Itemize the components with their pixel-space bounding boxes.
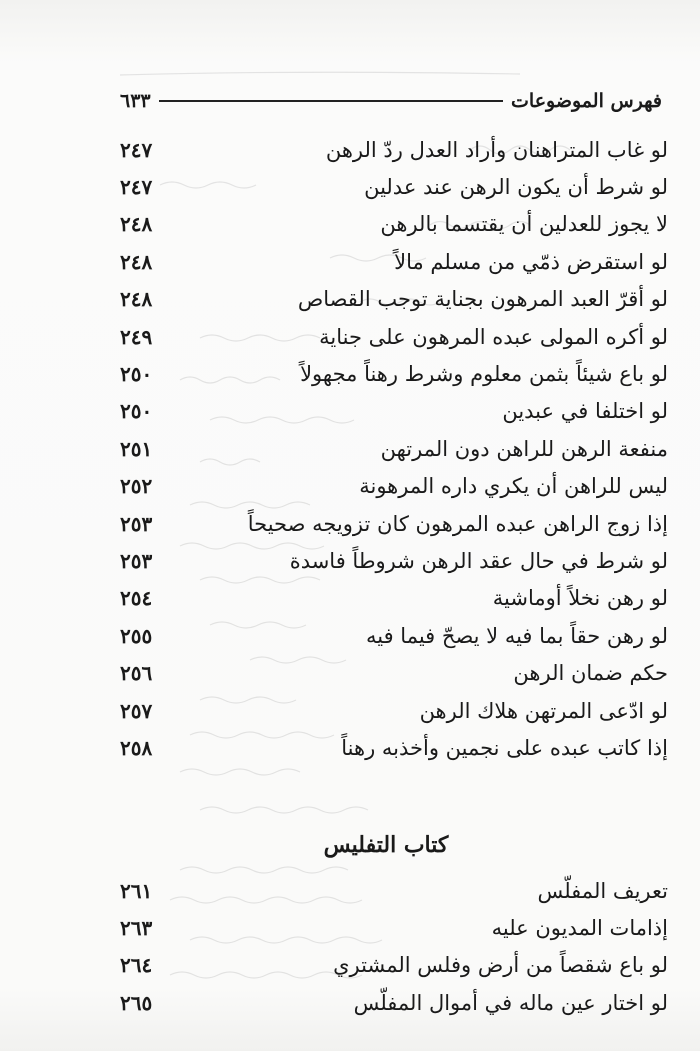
running-head: [120, 84, 662, 118]
toc-list-rahn: [120, 131, 668, 767]
toc-entry: [120, 281, 668, 318]
toc-entry-page-number: ٢٥٣: [120, 548, 153, 573]
toc-entry-title: لو غاب المتراهنان وأراد العدل ردّ الرهن: [325, 137, 668, 162]
toc-entry: [120, 729, 668, 766]
toc-entry-page-number: ٢٤٧: [120, 175, 153, 200]
toc-entry: [120, 692, 668, 729]
toc-entry-title: ليس للراهن أن يكري داره المرهونة: [359, 474, 668, 499]
toc-entry-page-number: ٢٥٧: [120, 698, 153, 723]
toc-entry-title: لو باع شيئاً بثمن معلوم وشرط رهناً مجهولاً: [300, 362, 668, 387]
toc-entry-page-number: ٢٥٤: [120, 586, 153, 611]
toc-entry-title: لو رهن نخلاً أوماشية: [492, 586, 668, 611]
toc-entry: [120, 654, 668, 691]
toc-entry: [120, 580, 668, 617]
toc-entry-title: منفعة الرهن للراهن دون المرتهن: [380, 436, 668, 461]
section-heading-text: كتاب التفليس: [323, 832, 449, 858]
toc-entry-title: لو باع شقصاً من أرض وفلس المشتري: [333, 953, 668, 978]
toc-entry-title: لو شرط في حال عقد الرهن شروطاً فاسدة: [289, 548, 668, 573]
toc-entry-title: لو شرط أن يكون الرهن عند عدلين: [364, 175, 668, 200]
toc-entry-page-number: ٢٤٩: [120, 324, 153, 349]
section-heading: [120, 832, 668, 858]
toc-entry-title: لا يجوز للعدلين أن يقتسما بالرهن: [380, 212, 668, 237]
toc-entry-page-number: ٢٦٥: [120, 990, 153, 1015]
toc-entry-page-number: ٢٥٠: [120, 399, 153, 424]
toc-entry-page-number: ٢٤٨: [120, 212, 153, 237]
toc-entry-page-number: ٢٥٢: [120, 474, 153, 499]
toc-entry: [120, 468, 668, 505]
toc-entry-page-number: ٢٦٤: [120, 953, 153, 978]
toc-entry: [120, 872, 668, 909]
toc-entry-page-number: ٢٥٥: [120, 623, 153, 648]
toc-entry-title: لو أقرّ العبد المرهون بجناية توجب القصاص: [297, 287, 668, 312]
toc-entry-page-number: ٢٦١: [120, 878, 153, 903]
toc-entry-title: حكم ضمان الرهن: [513, 661, 668, 686]
toc-entry: [120, 393, 668, 430]
toc-entry-page-number: ٢٤٧: [120, 137, 153, 162]
toc-entry: [120, 505, 668, 542]
toc-entry: [120, 243, 668, 280]
toc-entry: [120, 617, 668, 654]
toc-entry-title: تعريف المفلّس: [537, 878, 668, 903]
running-head-title: فهرس الموضوعات: [511, 90, 662, 112]
toc-entry-page-number: ٢٥١: [120, 436, 153, 461]
running-head-rule: [159, 100, 503, 102]
toc-entry-page-number: ٢٦٣: [120, 916, 153, 941]
toc-entry-title: لو اختار عين ماله في أموال المفلّس: [353, 990, 668, 1015]
toc-entry: [120, 355, 668, 392]
toc-entry: [120, 168, 668, 205]
toc-entry-title: لو أكره المولى عبده المرهون على جناية: [319, 324, 668, 349]
toc-entry: [120, 318, 668, 355]
toc-entry: [120, 131, 668, 168]
toc-entry: [120, 909, 668, 946]
toc-entry-page-number: ٢٥٦: [120, 661, 153, 686]
toc-entry-title: لو ادّعى المرتهن هلاك الرهن: [419, 698, 668, 723]
toc-entry-title: إذامات المديون عليه: [491, 916, 668, 941]
toc-list-taflis: [120, 872, 668, 1022]
toc-entry-title: لو استقرض ذمّي من مسلم مالاً: [394, 249, 668, 274]
toc-entry: [120, 430, 668, 467]
toc-entry-title: لو اختلفا في عبدين: [502, 399, 668, 424]
toc-entry: [120, 984, 668, 1021]
toc-entry: [120, 206, 668, 243]
toc-entry-title: لو رهن حقاً بما فيه لا يصحّ فيما فيه: [365, 623, 668, 648]
toc-entry-title: إذا كاتب عبده على نجمين وأخذبه رهناً: [341, 735, 668, 760]
toc-entry-page-number: ٢٥٠: [120, 362, 153, 387]
toc-entry-title: إذا زوج الراهن عبده المرهون كان تزويجه صحيحاً: [247, 511, 668, 536]
toc-entry-page-number: ٢٥٣: [120, 511, 153, 536]
running-head-page-number: ٦٣٣: [120, 90, 151, 112]
toc-entry-page-number: ٢٥٨: [120, 735, 153, 760]
toc-entry: [120, 542, 668, 579]
toc-entry-page-number: ٢٤٨: [120, 287, 153, 312]
toc-entry: [120, 947, 668, 984]
toc-entry-page-number: ٢٤٨: [120, 249, 153, 274]
